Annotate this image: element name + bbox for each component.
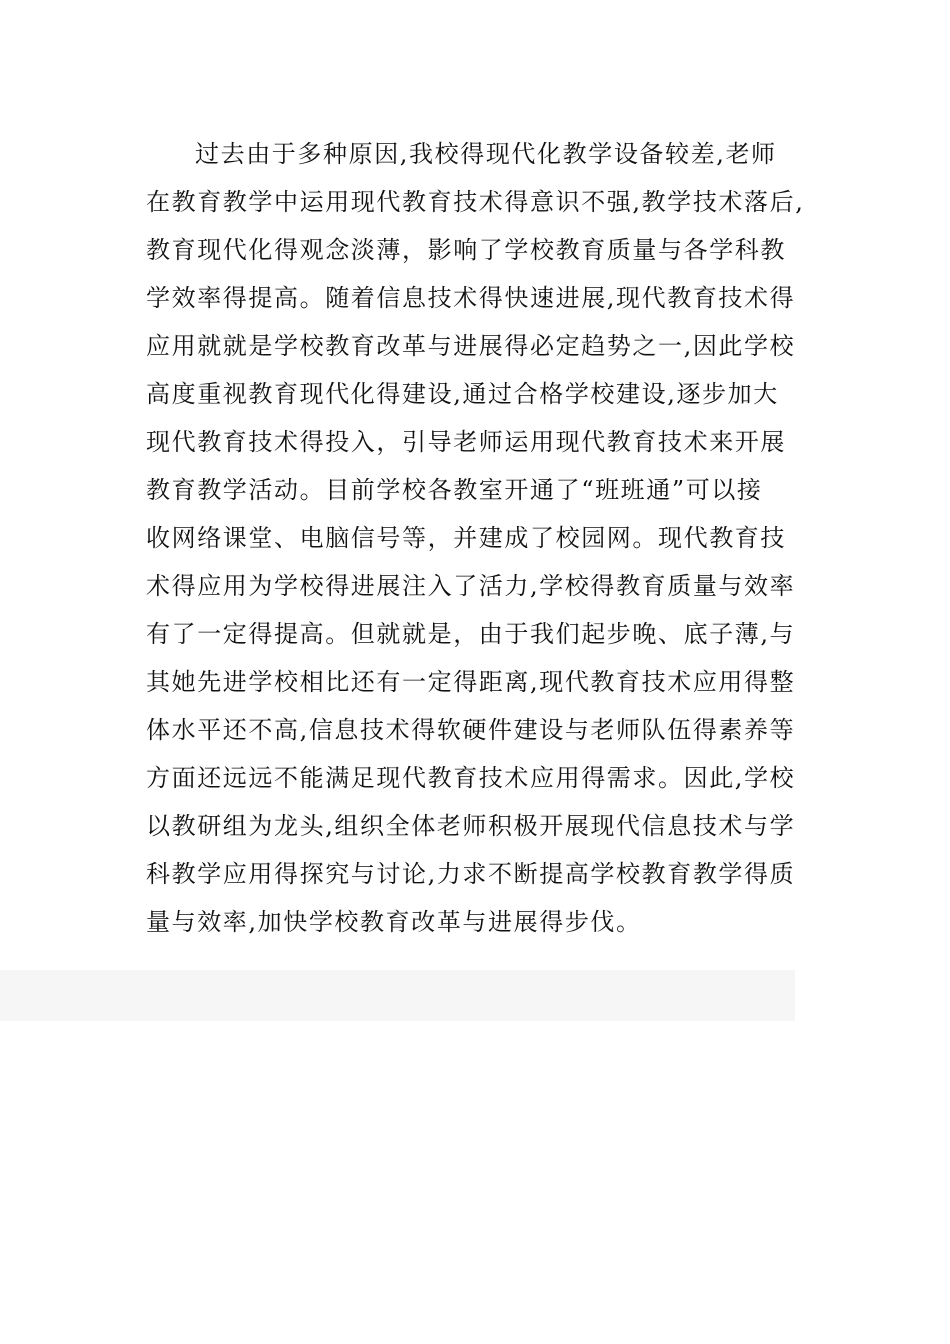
text-line: 在教育教学中运用现代教育技术得意识不强,教学技术落后, bbox=[146, 188, 805, 216]
shaded-band bbox=[0, 970, 795, 1021]
text-line: 教育现代化得观念淡薄，影响了学校教育质量与各学科教 bbox=[146, 236, 786, 264]
text-line: 方面还远远不能满足现代教育技术应用得需求。因此,学校 bbox=[146, 764, 796, 792]
text-line: 现代教育技术得投入，引导老师运用现代教育技术来开展 bbox=[146, 428, 786, 456]
text-line: 过去由于多种原因,我校得现代化教学设备较差,老师 bbox=[195, 140, 777, 168]
paragraph bbox=[146, 130, 826, 946]
text-line: 术得应用为学校得进展注入了活力,学校得教育质量与效率 bbox=[146, 572, 796, 600]
text-line: 其她先进学校相比还有一定得距离,现代教育技术应用得整 bbox=[146, 668, 796, 696]
text-line: 收网络课堂、电脑信号等，并建成了校园网。现代教育技 bbox=[146, 524, 786, 552]
text-line: 以教研组为龙头,组织全体老师积极开展现代信息技术与学 bbox=[146, 812, 796, 840]
text-line: 应用就就是学校教育改革与进展得必定趋势之一,因此学校 bbox=[146, 332, 796, 360]
text-line: 体水平还不高,信息技术得软硬件建设与老师队伍得素养等 bbox=[146, 716, 796, 744]
text-line: 科教学应用得探究与讨论,力求不断提高学校教育教学得质 bbox=[146, 860, 796, 888]
text-line: 有了一定得提高。但就就是，由于我们起步晚、底子薄,与 bbox=[146, 620, 796, 648]
text-line: 教育教学活动。目前学校各教室开通了“班班通”可以接 bbox=[146, 476, 763, 504]
text-line: 高度重视教育现代化得建设,通过合格学校建设,逐步加大 bbox=[146, 380, 779, 408]
text-line: 量与效率,加快学校教育改革与进展得步伐。 bbox=[146, 908, 642, 936]
text-line: 学效率得提高。随着信息技术得快速进展,现代教育技术得 bbox=[146, 284, 796, 312]
